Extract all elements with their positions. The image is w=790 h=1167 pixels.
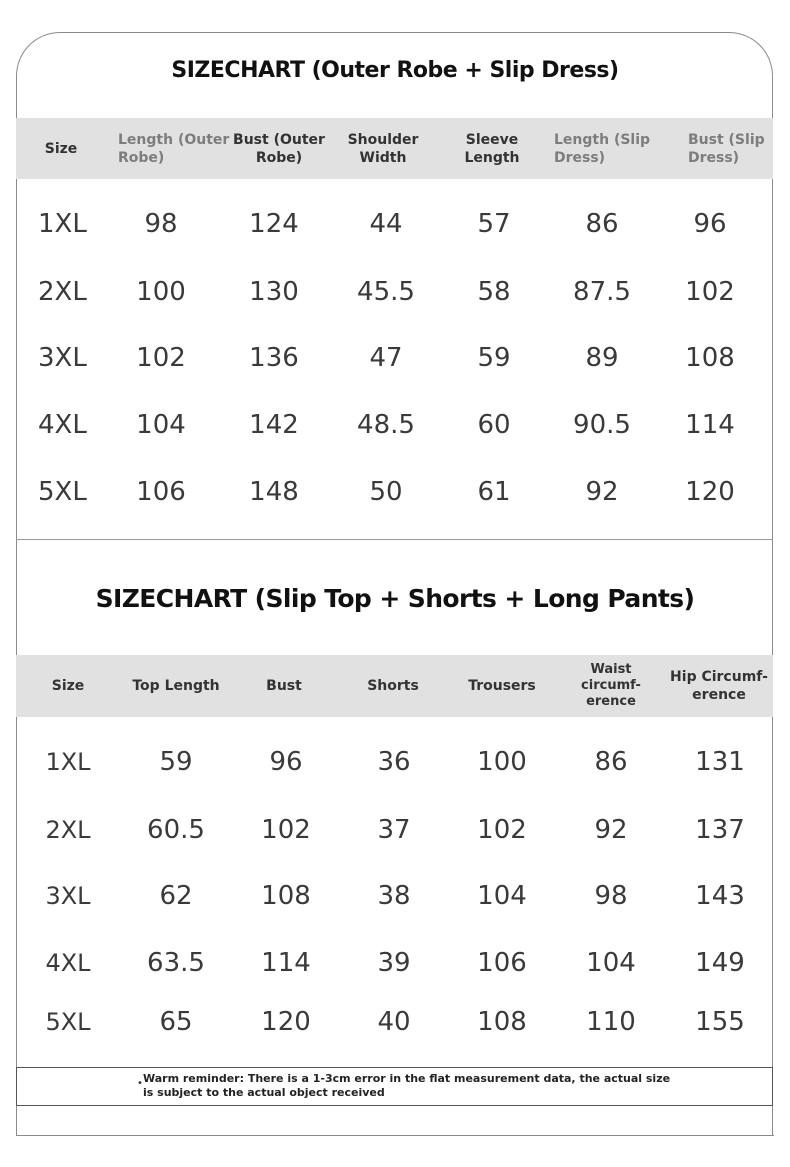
warm-reminder-text: Warm reminder: There is a 1-3cm error in the flat measurement data, the actual size is subject to the actual object received (143, 1072, 671, 1099)
table2-cell-size: 2XL (45, 816, 91, 844)
table2-cell: 155 (695, 1007, 745, 1037)
table1-cell: 58 (477, 277, 511, 307)
table2-row (16, 1002, 773, 1042)
table2-cell: 59 (159, 747, 193, 777)
table1-cell: 102 (685, 277, 735, 307)
table2-cell: 37 (377, 815, 411, 845)
table2-header-trousers: Trousers (468, 678, 536, 694)
table1-cell: 136 (249, 343, 299, 373)
table1-cell: 108 (685, 343, 735, 373)
table1-cell: 130 (249, 277, 299, 307)
table2-cell: 110 (586, 1007, 636, 1037)
table2-cell: 102 (261, 815, 311, 845)
table2-cell-size: 1XL (45, 748, 91, 776)
table2-cell: 137 (695, 815, 745, 845)
table1-cell: 44 (369, 209, 403, 239)
sizechart-title-slip-top: SIZECHART (Slip Top + Shorts + Long Pants) (95, 584, 695, 613)
table2-cell: 62 (159, 881, 193, 911)
table2-header-top-length: Top Length (132, 678, 220, 694)
table1-cell: 124 (249, 209, 299, 239)
frame-bottom-line (16, 1135, 774, 1136)
table2-header-size: Size (51, 678, 85, 694)
table2-row (16, 943, 773, 983)
table2-cell: 131 (695, 747, 745, 777)
table2-header (16, 655, 773, 717)
table2-cell: 102 (477, 815, 527, 845)
table2-cell: 40 (377, 1007, 411, 1037)
table2-cell-size: 5XL (45, 1008, 91, 1036)
table1-cell: 120 (685, 477, 735, 507)
table2-cell: 114 (261, 948, 311, 978)
table2-cell: 120 (261, 1007, 311, 1037)
table1-row (16, 272, 773, 312)
table1-cell: 90.5 (573, 410, 631, 440)
table1-header-shoulder-width: Shoulder Width (347, 131, 419, 166)
table2-cell: 100 (477, 747, 527, 777)
table2-cell: 108 (477, 1007, 527, 1037)
table2-header-hip: Hip Circumf-erence (670, 669, 768, 703)
table1-cell-size: 5XL (38, 477, 87, 507)
table2-cell: 96 (269, 747, 303, 777)
table1-cell: 98 (144, 209, 178, 239)
table2-cell: 106 (477, 948, 527, 978)
table1-row (16, 338, 773, 378)
table1-cell: 60 (477, 410, 511, 440)
table2-cell: 60.5 (147, 815, 205, 845)
table2-cell-size: 3XL (45, 882, 91, 910)
table1-cell: 114 (685, 410, 735, 440)
table1-cell: 142 (249, 410, 299, 440)
table1-cell: 48.5 (357, 410, 415, 440)
table1-cell: 104 (136, 410, 186, 440)
bullet-dot-icon: • (137, 1078, 143, 1089)
table2-cell: 39 (377, 948, 411, 978)
table1-cell: 45.5 (357, 277, 415, 307)
table1-cell: 86 (585, 209, 619, 239)
table1-cell: 106 (136, 477, 186, 507)
table1-row (16, 204, 773, 244)
table1-cell-size: 2XL (38, 277, 87, 307)
table2-cell-size: 4XL (45, 949, 91, 977)
table2-cell: 149 (695, 948, 745, 978)
table2-cell: 36 (377, 747, 411, 777)
table2-header-waist: Waist circumf-erence (581, 662, 641, 709)
table1-cell: 102 (136, 343, 186, 373)
table1-header (16, 118, 773, 179)
table1-cell: 57 (477, 209, 511, 239)
table1-cell: 50 (369, 477, 403, 507)
warm-reminder-box (16, 1067, 773, 1106)
table2-header-shorts: Shorts (367, 678, 419, 694)
table2-cell: 86 (594, 747, 628, 777)
table1-header-sleeve-length: Sleeve Length (464, 131, 520, 166)
table1-header-length-outer-robe: Length (Outer Robe) (118, 131, 230, 166)
table1-cell: 47 (369, 343, 403, 373)
table1-row (16, 405, 773, 445)
table2-cell: 92 (594, 815, 628, 845)
table2-cell: 63.5 (147, 948, 205, 978)
table1-cell: 148 (249, 477, 299, 507)
table2-cell: 108 (261, 881, 311, 911)
table2-row (16, 742, 773, 782)
table1-cell: 61 (477, 477, 511, 507)
table1-cell-size: 4XL (38, 410, 87, 440)
table1-cell: 92 (585, 477, 619, 507)
table1-cell-size: 3XL (38, 343, 87, 373)
table1-cell: 96 (693, 209, 727, 239)
table2-row (16, 810, 773, 850)
table1-header-bust-slip-dress: Bust (Slip Dress) (688, 131, 765, 166)
table1-header-size: Size (44, 140, 78, 157)
table2-cell: 65 (159, 1007, 193, 1037)
table1-cell-size: 1XL (38, 209, 87, 239)
table2-cell: 104 (586, 948, 636, 978)
table2-header-bust: Bust (266, 678, 302, 694)
table2-row (16, 876, 773, 916)
table1-cell: 59 (477, 343, 511, 373)
table1-row (16, 472, 773, 512)
table2-cell: 104 (477, 881, 527, 911)
table1-cell: 100 (136, 277, 186, 307)
table1-cell: 87.5 (573, 277, 631, 307)
table1-header-bust-outer-robe: Bust (Outer Robe) (233, 131, 325, 166)
table2-cell: 98 (594, 881, 628, 911)
table1-cell: 89 (585, 343, 619, 373)
section-divider (16, 539, 773, 540)
table2-cell: 143 (695, 881, 745, 911)
table2-cell: 38 (377, 881, 411, 911)
sizechart-title-outer-robe: SIZECHART (Outer Robe + Slip Dress) (171, 58, 619, 83)
table1-header-length-slip-dress: Length (Slip Dress) (554, 131, 651, 166)
